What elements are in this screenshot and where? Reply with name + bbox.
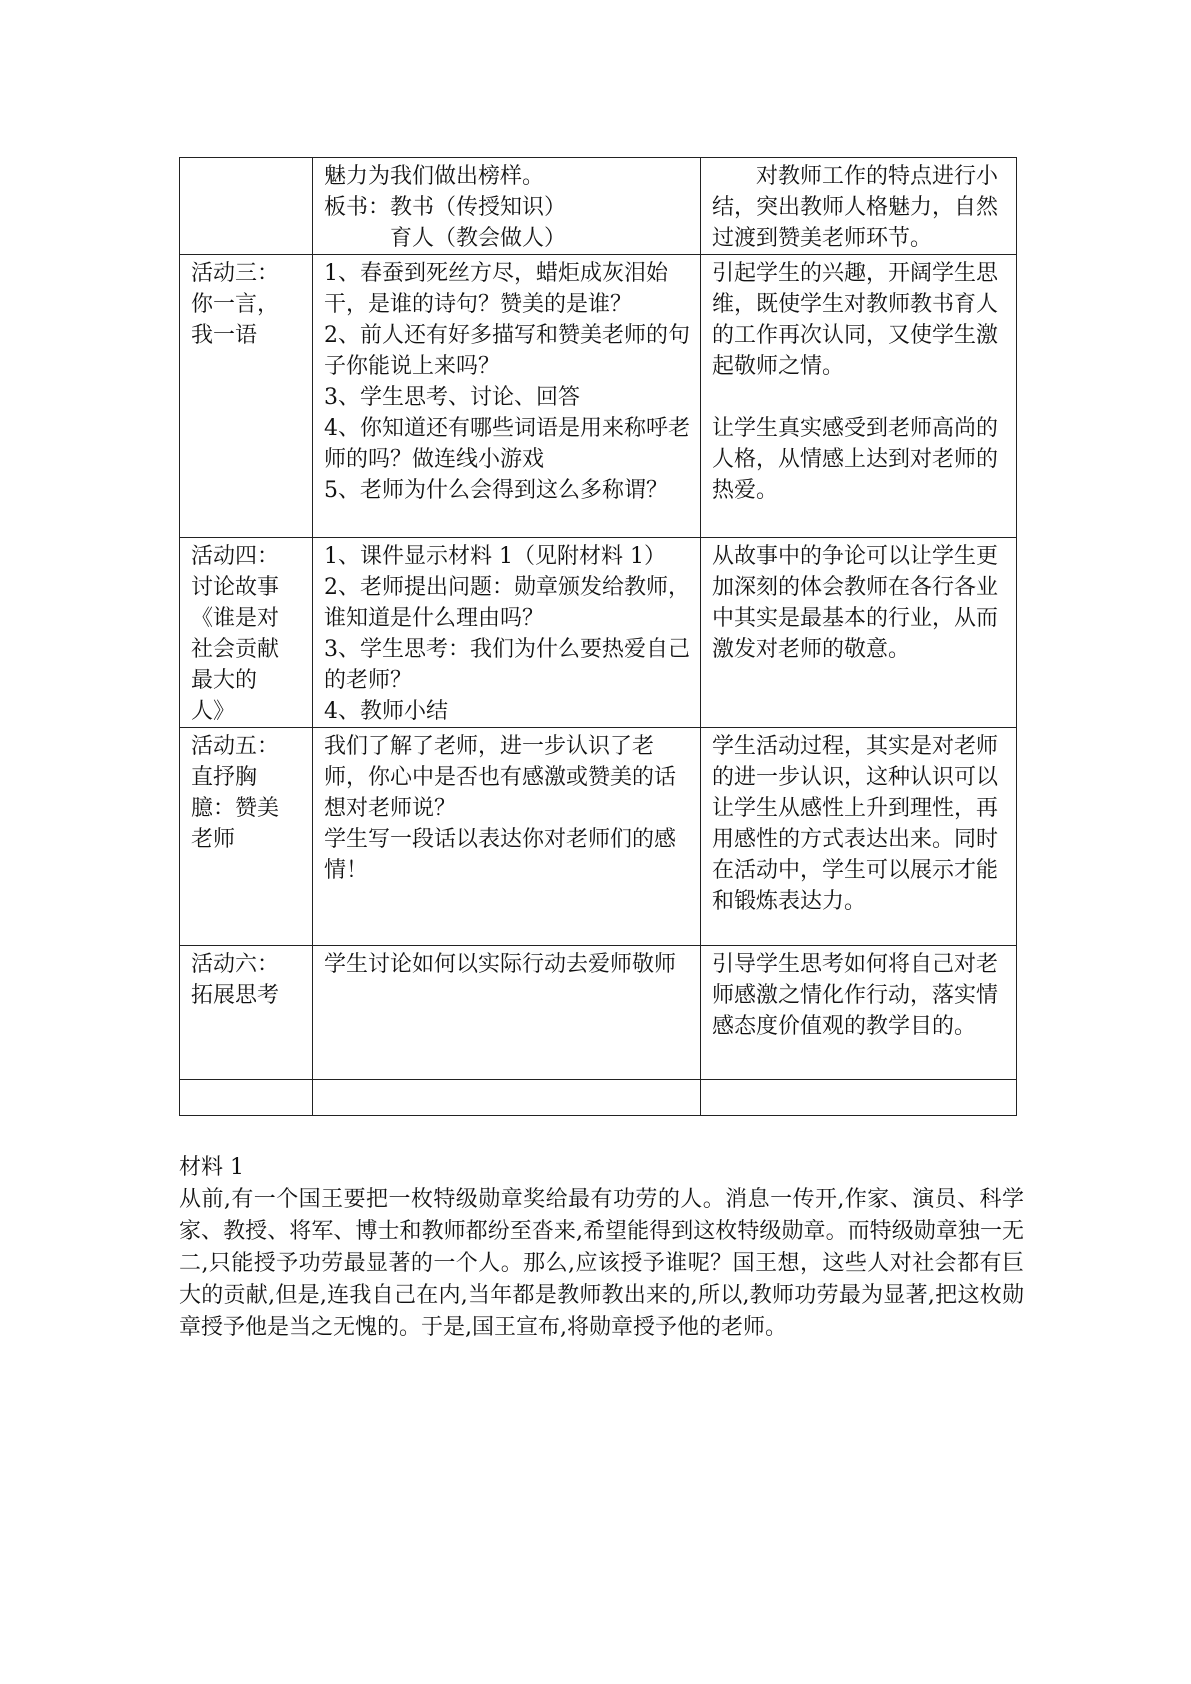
activity-line: 直抒胸 — [191, 765, 258, 790]
process-cell — [313, 946, 701, 1080]
activity-line: 活动五： — [191, 734, 280, 759]
process-cell — [313, 1080, 701, 1116]
activity-line: 活动三： — [191, 261, 280, 286]
process-line: 魅力为我们做出榜样。 — [324, 164, 545, 189]
process-cell — [313, 255, 701, 538]
process-line: 1、春蚕到死丝方尽，蜡炬成灰泪始干，是谁的诗句？赞美的是谁？ — [324, 261, 668, 317]
process-line: 我们了解了老师，进一步认识了老师，你心中是否也有感激或赞美的话想对老师说？ — [324, 734, 677, 821]
activity-line: 《谁是对 — [191, 606, 280, 631]
process-cell — [313, 158, 701, 255]
lesson-plan-table — [179, 157, 1017, 1116]
process-line: 2、前人还有好多描写和赞美老师的句子你能说上来吗？ — [324, 323, 690, 379]
intent-cell — [701, 728, 1017, 946]
process-line: 育人（教会做人） — [324, 226, 567, 251]
activity-line: 活动四： — [191, 544, 280, 569]
table-row — [180, 946, 1017, 1080]
activity-line: 活动六： — [191, 952, 280, 977]
process-line: 板书：教书（传授知识） — [324, 195, 567, 220]
activity-line: 讨论故事 — [191, 575, 280, 600]
activity-line: 我一语 — [191, 323, 258, 348]
intent-line: 让学生真实感受到老师高尚的人格，从情感上达到对老师的热爱。 — [712, 416, 999, 503]
activity-cell — [180, 946, 313, 1080]
table-row — [180, 255, 1017, 538]
intent-line — [712, 382, 1006, 413]
process-line: 学生写一段话以表达你对老师们的感情！ — [324, 827, 677, 883]
intent-line: 对教师工作的特点进行小结，突出教师人格魅力，自然过渡到赞美老师环节。 — [712, 164, 999, 251]
process-cell — [313, 538, 701, 728]
intent-cell — [701, 255, 1017, 538]
process-line: 3、学生思考、讨论、回答 — [324, 385, 580, 410]
activity-line: 人》 — [191, 699, 236, 724]
activity-cell — [180, 255, 313, 538]
activity-line: 臆：赞美 — [191, 796, 280, 821]
material-text: 从前,有一个国王要把一枚特级勋章奖给最有功劳的人。消息一传开,作家、演员、科学家、教授、将军、博士和教师都纷至沓来,希望能得到这枚特级勋章。而特级勋章独一无二,只能授予功劳最显著的一个人。那么,应该授予谁呢？国王想，这些人对社会都有巨大的贡献,但是,连我自己在内,当年都是教师教出来的,所以,教师功劳最为显著,把这枚勋章授予他是当之无愧的。于是,国王宣布,将勋章授予他的老师。 — [179, 1187, 1024, 1340]
activity-line: 老师 — [191, 827, 236, 852]
intent-cell — [701, 1080, 1017, 1116]
activity-cell — [180, 538, 313, 728]
table-row — [180, 1080, 1017, 1116]
table-row — [180, 728, 1017, 946]
activity-line: 拓展思考 — [191, 983, 280, 1008]
intent-cell — [701, 946, 1017, 1080]
activity-line: 社会贡献 — [191, 637, 280, 662]
intent-line: 引导学生思考如何将自己对老师感激之情化作行动，落实情感态度价值观的教学目的。 — [712, 952, 999, 1039]
process-line: 4、教师小结 — [324, 699, 448, 724]
activity-line: 最大的 — [191, 668, 258, 693]
activity-cell — [180, 1080, 313, 1116]
intent-line: 引起学生的兴趣，开阔学生思维，既使学生对教师教书育人的工作再次认同，又使学生激起敬师之情。 — [712, 261, 999, 379]
activity-cell — [180, 728, 313, 946]
activity-cell — [180, 158, 313, 255]
material-title: 材料 1 — [179, 1155, 244, 1180]
intent-line: 学生活动过程，其实是对老师的进一步认识，这种认识可以让学生从感性上升到理性，再用感性的方式表达出来。同时在活动中，学生可以展示才能和锻炼表达力。 — [712, 734, 999, 914]
intent-cell — [701, 158, 1017, 255]
process-cell — [313, 728, 701, 946]
intent-cell — [701, 538, 1017, 728]
activity-line: 你一言， — [191, 292, 280, 317]
process-line: 5、老师为什么会得到这么多称谓？ — [324, 478, 668, 503]
material-section — [179, 1152, 1024, 1344]
process-line: 3、学生思考：我们为什么要热爱自己的老师？ — [324, 637, 690, 693]
process-line: 4、你知道还有哪些词语是用来称呼老师的吗？做连线小游戏 — [324, 416, 690, 472]
process-line: 学生讨论如何以实际行动去爱师敬师 — [324, 952, 677, 977]
intent-line: 从故事中的争论可以让学生更加深刻的体会教师在各行各业中其实是最基本的行业，从而激发对老师的敬意。 — [712, 544, 999, 662]
process-line: 2、老师提出问题：勋章颁发给教师，谁知道是什么理由吗？ — [324, 575, 690, 631]
table-row — [180, 158, 1017, 255]
table-row — [180, 538, 1017, 728]
process-line: 1、课件显示材料 1（见附材料 1） — [324, 544, 666, 569]
